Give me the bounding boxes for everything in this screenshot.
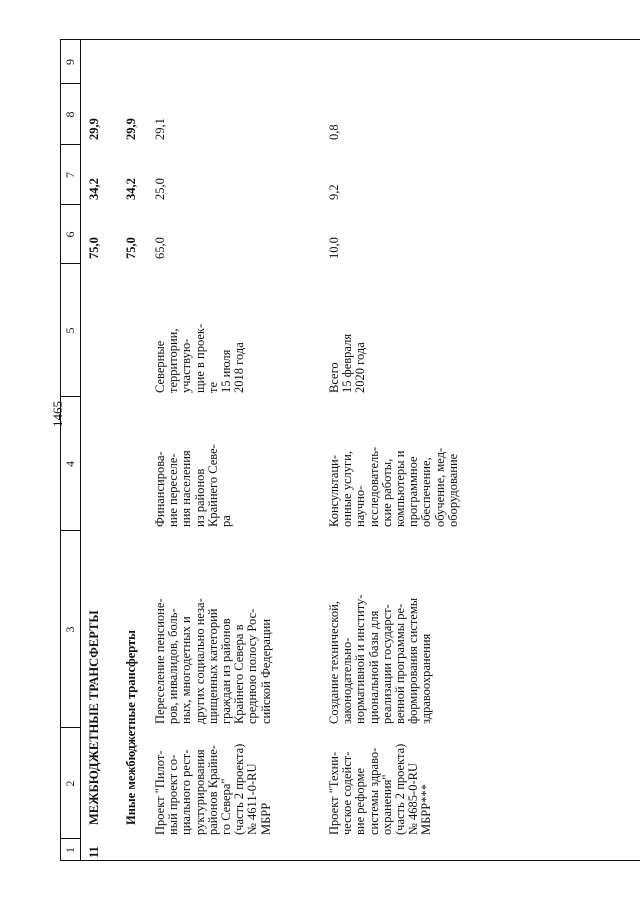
section-col6: 75,0	[87, 237, 101, 259]
page-number: 1465	[50, 401, 65, 427]
col-header-1: 1	[63, 847, 77, 853]
section-title: МЕЖБЮДЖЕТНЫЕ ТРАНСФЕРТЫ	[87, 610, 101, 825]
subsection-title: Иные межбюджетные трансферты	[124, 630, 138, 825]
row1-goal: Переселение пенсионе- ров, инвалидов, боль- ных, многодетных и других социально неза- щищенных категорий граждан из районов Крайнего Севера в среднюю полосу Рос- сийской Федерации	[153, 598, 273, 724]
row2-financing: Консультаци- онные услуги, научно- исследователь- ские работы, компьютеры и программное обеспечение, обучение, мед- оборудование	[327, 446, 460, 527]
subsection-col8: 29,9	[124, 118, 138, 140]
row2-col6: 10,0	[327, 237, 341, 259]
header-bottom-rule	[80, 39, 81, 861]
row2-project: Проект "Техни- ческое содейст- вие реформе системы здраво- охранения" (часть 2 проекта) № 4685-0-RU МБРР***	[327, 743, 434, 835]
rotated-page	[60, 39, 640, 861]
col-header-6: 6	[63, 231, 77, 238]
table-right-rule	[60, 39, 640, 40]
table-top-rule	[60, 39, 61, 861]
col-header-9: 9	[63, 59, 77, 65]
row2-terms: Всего 15 февраля 2020 года	[327, 333, 368, 393]
col-header-3: 3	[63, 626, 77, 633]
row1-col7: 25,0	[153, 178, 167, 200]
section-col8: 29,9	[87, 118, 101, 140]
row1-project: Проект "Пилот- ный проект со- циального рест- руктурирования районов Крайне- го Севера" (часть 2 проекта) № 4611-0-RU МБРР	[153, 743, 273, 835]
row2-goal: Создание технической, законодательно- нормативной и институ- циональной базы для реализации государст- венной программы ре- формирования системы здравоохранения	[327, 594, 434, 724]
row1-terms: Северные территории, участвую- щие в проек- те 15 июля 2018 года	[153, 323, 247, 393]
col-header-8: 8	[63, 111, 77, 118]
row2-col7: 9,2	[327, 184, 341, 200]
col-header-2: 2	[63, 780, 77, 787]
section-number: 11	[87, 846, 101, 858]
row1-col6: 65,0	[153, 237, 167, 259]
col-header-7: 7	[63, 172, 77, 178]
table-left-rule	[60, 860, 640, 861]
col-header-5: 5	[63, 327, 77, 334]
row1-col8: 29,1	[153, 118, 167, 140]
budget-table	[60, 39, 640, 861]
subsection-col6: 75,0	[124, 237, 138, 259]
row1-financing: Финансирова- ние переселе- ния населения из районов Крайнего Севе- ра	[153, 444, 234, 527]
col-header-4: 4	[63, 461, 77, 467]
row2-col8: 0,8	[327, 124, 341, 140]
subsection-col7: 34,2	[124, 178, 138, 200]
section-col7: 34,2	[87, 178, 101, 200]
